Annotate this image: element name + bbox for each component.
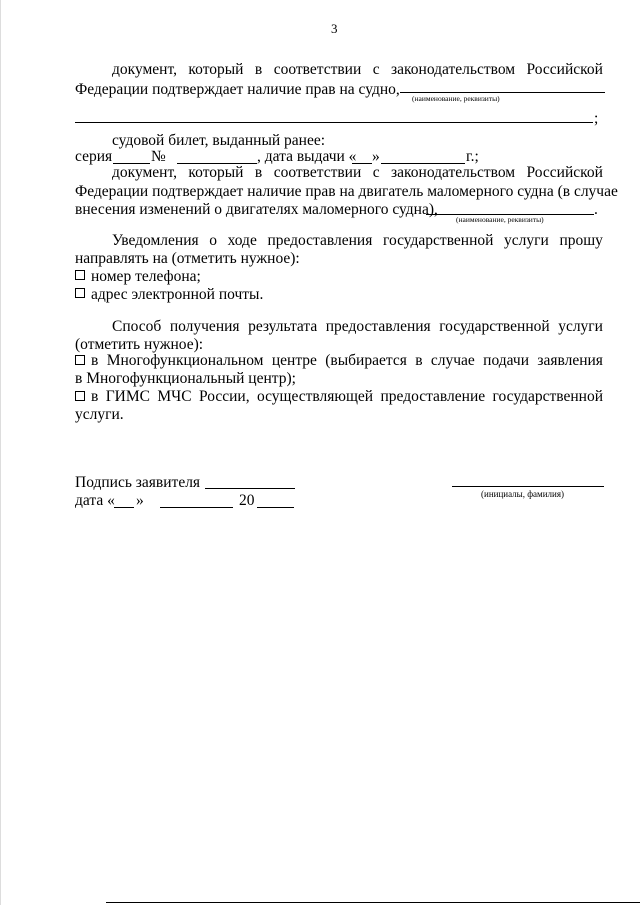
word: Многофункциональном xyxy=(106,352,264,369)
s1-line1 xyxy=(112,61,603,79)
word: законодательством xyxy=(391,164,516,181)
s1-caption: (наименование, реквизиты) xyxy=(412,94,500,103)
word: предоставление xyxy=(380,388,486,405)
word: подачи xyxy=(483,352,529,369)
word: получения xyxy=(169,318,240,335)
option-phone[interactable] xyxy=(75,268,201,286)
option-email[interactable] xyxy=(75,286,263,304)
word: предоставления xyxy=(267,232,373,249)
s2-line-c: внесения изменений о двигателях маломерного судна), xyxy=(75,201,438,218)
s2-line-b: Федерации подтверждает наличие прав на двигатель маломерного судна (в случае xyxy=(75,183,618,200)
word: Способ xyxy=(112,318,162,335)
s4-opt2-line1 xyxy=(91,388,603,406)
word: документ, xyxy=(112,164,177,181)
s1-full-line xyxy=(75,122,593,123)
word: соответствии xyxy=(273,164,362,181)
word: с xyxy=(372,61,380,78)
word: ходе xyxy=(227,232,257,249)
word: услуги xyxy=(504,232,549,249)
s4-opt2[interactable] xyxy=(75,388,603,406)
word: соответствии xyxy=(273,61,362,78)
word: с xyxy=(372,164,380,181)
word: в xyxy=(254,61,263,78)
checkbox-email[interactable] xyxy=(75,288,85,298)
option-phone-label: номер телефона; xyxy=(91,268,201,285)
initials-caption: (инициалы, фамилия) xyxy=(481,489,564,499)
word: в xyxy=(254,164,263,181)
word: законодательством xyxy=(391,61,516,78)
sign-day-blank xyxy=(114,507,134,508)
word: в xyxy=(91,352,99,369)
word: результата xyxy=(248,318,318,335)
sign-date-close: » xyxy=(136,492,144,509)
word: государственной xyxy=(439,318,550,335)
checkbox-gims[interactable] xyxy=(75,391,85,401)
s4-opt1[interactable] xyxy=(75,352,603,370)
sign-year-blank xyxy=(257,507,294,508)
word: случае xyxy=(430,352,475,369)
checkbox-mfc[interactable] xyxy=(75,355,85,365)
issue-date-label: , дата выдачи « xyxy=(257,148,357,165)
page-number: 3 xyxy=(331,21,338,36)
sign-month-blank xyxy=(160,507,233,508)
s1-semicolon: ; xyxy=(594,110,599,127)
option-email-label: адрес электронной почты. xyxy=(91,286,264,303)
date-label: дата « xyxy=(75,492,115,509)
ticket-label: судовой билет, выданный ранее: xyxy=(112,132,326,149)
word: осуществляющей xyxy=(256,388,374,405)
year-label: г.; xyxy=(466,148,479,165)
word: МЧС xyxy=(157,388,192,405)
word: в xyxy=(415,352,423,369)
word: государственной xyxy=(492,388,603,405)
s3-line1 xyxy=(112,232,603,250)
word: ГИМС xyxy=(105,388,150,405)
word: государственной xyxy=(382,232,494,249)
word: в xyxy=(91,388,99,405)
scan-edge xyxy=(0,0,1,905)
word: (выбирается xyxy=(325,352,407,369)
word: заявления xyxy=(537,352,603,369)
number-sign: № xyxy=(151,148,166,165)
word: Российской xyxy=(526,61,603,78)
s1-blank-line xyxy=(400,92,605,93)
word: который xyxy=(188,164,244,181)
scan-bottom-edge xyxy=(106,902,640,903)
word: центре xyxy=(271,352,317,369)
word: документ, xyxy=(112,61,177,78)
s3-line2: направлять на (отметить нужное): xyxy=(75,250,300,267)
s2-doc-line xyxy=(112,164,603,182)
s4-opt1-line1 xyxy=(91,352,603,370)
s2-period: . xyxy=(594,201,598,218)
year-prefix: 20 xyxy=(239,492,255,509)
word: услуги xyxy=(558,318,603,335)
word: о xyxy=(209,232,217,249)
s2-caption: (наименование, реквизиты) xyxy=(456,215,544,224)
checkbox-phone[interactable] xyxy=(75,270,85,280)
word: который xyxy=(188,61,244,78)
s4-opt1-line2: в Многофункциональный центр); xyxy=(75,370,296,387)
initials-blank xyxy=(452,486,604,487)
word: России, xyxy=(198,388,250,405)
word: прошу xyxy=(559,232,603,249)
word: Уведомления xyxy=(112,232,199,249)
s4-opt2-line2: услуги. xyxy=(75,406,124,423)
s4-line2: (отметить нужное): xyxy=(75,336,204,353)
signature-label: Подпись заявителя xyxy=(75,474,201,491)
s4-line1 xyxy=(112,318,603,336)
series-label: серия xyxy=(75,148,113,165)
word: предоставления xyxy=(325,318,431,335)
quote-close: » xyxy=(372,148,380,165)
signature-blank xyxy=(205,488,295,489)
s1-line2: Федерации подтверждает наличие прав на судно, xyxy=(75,81,400,98)
word: Российской xyxy=(526,164,603,181)
